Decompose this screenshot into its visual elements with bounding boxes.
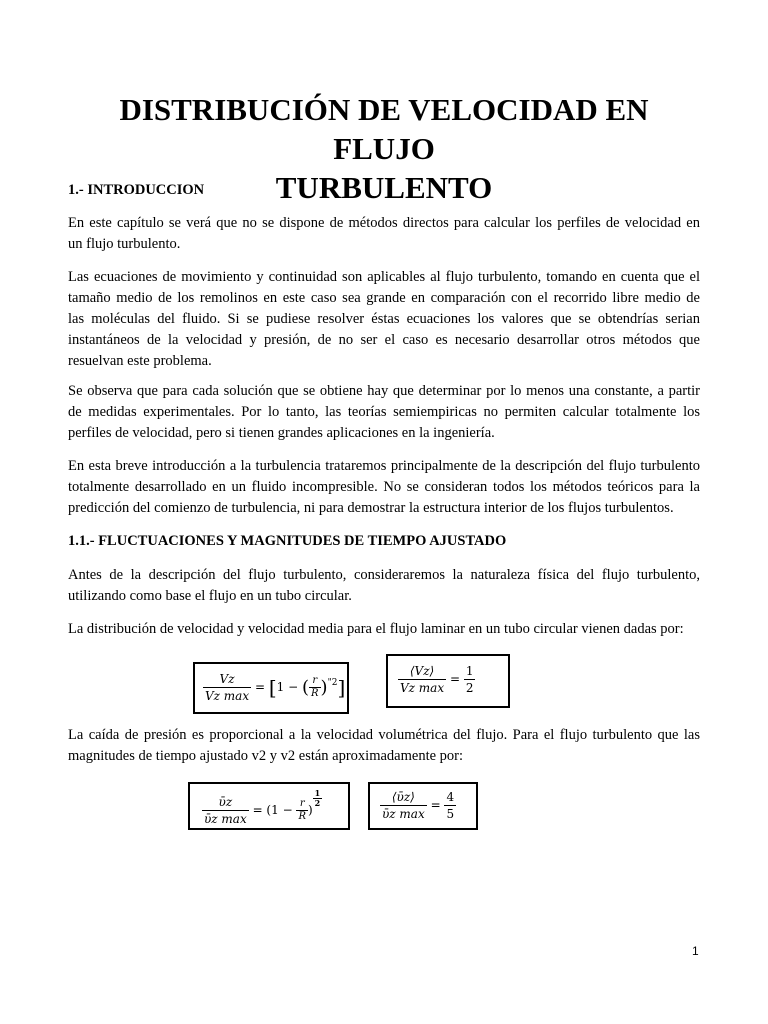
equals-sign: = [449, 672, 460, 686]
left-bracket: [ [268, 675, 277, 700]
equation-turbulent-mean [380, 789, 456, 822]
equation-turbulent-velocity-box [188, 782, 350, 830]
denominator: ῡz max [382, 807, 425, 821]
title-line-1: DISTRIBUCIÓN DE VELOCIDAD EN FLUJO [119, 92, 649, 166]
numerator: ⟨ῡz⟩ [380, 789, 427, 806]
fraction [444, 789, 456, 822]
exponent: "2 [327, 678, 338, 688]
equals-sign: = (1 − [252, 803, 293, 817]
text-line: Antes de la descripción del flujo turbulento, consideraremos la naturaleza física del flujo turbulento, [68, 567, 700, 583]
paragraph-fluct-3 [68, 725, 700, 767]
numerator: r [309, 675, 321, 688]
text-line: predicción del comienzo de turbulencia, ni para demostrar la estructura interior de los flujos turbulentos. [68, 500, 674, 516]
right-bracket: ] [337, 675, 346, 700]
paragraph-fluct-1 [68, 565, 700, 607]
fraction [380, 789, 427, 822]
text-line: de medidas experimentales. Por lo tanto, las teorías semiempiricas no permiten calcular totalmente los [68, 404, 700, 420]
text-line: las moléculas del fluido. Si se pudiese resolver éstas ecuaciones los valores que se obtendrías serian [68, 311, 700, 327]
term: 1 − [276, 680, 299, 694]
fraction [202, 794, 249, 827]
fraction [203, 671, 251, 704]
exponent-fraction [313, 789, 323, 808]
fraction [464, 663, 476, 696]
text-line: tamaño medio de los remolinos en este caso sea grande en comparación con el recorrido libre medio de [68, 290, 700, 306]
numerator: 1 [314, 788, 321, 798]
equation-laminar-mean [398, 663, 475, 696]
text-line: resuelvan este problema. [68, 353, 212, 369]
paragraph-fluct-2 [68, 619, 700, 640]
section-heading-fluctuaciones: 1.1.- FLUCTUACIONES Y MAGNITUDES DE TIEMPO AJUSTADO [68, 533, 507, 549]
equation-turbulent-mean-box [368, 782, 478, 830]
denominator: Vz max [205, 689, 250, 703]
fraction [309, 675, 321, 700]
fraction [398, 663, 446, 696]
text-line: un flujo turbulento. [68, 236, 181, 252]
text-line: La distribución de velocidad y velocidad media para el flujo laminar en un tubo circular vienen dadas por: [68, 621, 684, 637]
denominator: R [298, 811, 306, 822]
denominator: 2 [465, 681, 474, 695]
numerator: 1 [465, 664, 474, 678]
numerator: r [296, 798, 308, 811]
text-line: En este capítulo se verá que no se dispone de métodos directos para calcular los perfiles de velocidad en [68, 215, 700, 231]
right-paren: ) [307, 803, 313, 817]
text-line: Las ecuaciones de movimiento y continuidad son aplicables al flujo turbulento, tomando en cuenta que el [68, 269, 700, 285]
text-line: En esta breve introducción a la turbulencia trataremos principalmente de la descripción del flujo turbulento [68, 458, 700, 474]
equation-turbulent-velocity [202, 789, 322, 827]
text-line: totalmente desarrollado en un fluido incompresible. No se consideran todos los métodos teóricos para la [68, 479, 700, 495]
text-line: magnitudes de tiempo ajustado v2 y v2 están aproximadamente por: [68, 748, 464, 764]
denominator: R [311, 688, 319, 699]
numerator: Vz [203, 671, 251, 688]
numerator: 4 [446, 790, 455, 804]
text-line: instantáneos de la velocidad y presión, de no ser el caso es necesario desarrollar otros métodos que [68, 332, 700, 348]
equation-laminar-mean-box [386, 654, 510, 708]
denominator: 2 [314, 798, 321, 808]
text-line: La caída de presión es proporcional a la velocidad volumétrica del flujo. Para el flujo turbulento que las [68, 727, 700, 743]
paragraph-intro-3 [68, 381, 700, 444]
title-line-2: TURBULENTO [275, 170, 493, 205]
text-line: Se observa que para cada solución que se obtiene hay que determinar por lo menos una constante, a partir [68, 383, 700, 399]
denominator: 5 [446, 807, 455, 821]
left-paren: ( [301, 677, 310, 698]
denominator: ῡz max [204, 812, 247, 826]
page-number: 1 [692, 944, 699, 958]
equation-laminar-velocity [203, 671, 345, 704]
equation-laminar-velocity-box [193, 662, 349, 714]
numerator: ῡz [202, 794, 249, 811]
section-heading-introduccion: 1.- INTRODUCCION [68, 182, 205, 198]
paragraph-intro-4 [68, 456, 700, 519]
denominator: Vz max [400, 681, 445, 695]
paragraph-intro-2 [68, 267, 700, 372]
text-line: utilizando como base el flujo en un tubo circular. [68, 588, 352, 604]
text-line: perfiles de velocidad, pero si tienen grandes aplicaciones en la ingeniería. [68, 425, 495, 441]
fraction [296, 798, 308, 823]
equals-sign: = [254, 680, 265, 694]
paragraph-intro-1 [68, 213, 700, 255]
right-paren: ) [320, 677, 328, 698]
equals-sign: = [430, 798, 441, 812]
numerator: ⟨Vz⟩ [398, 663, 446, 680]
